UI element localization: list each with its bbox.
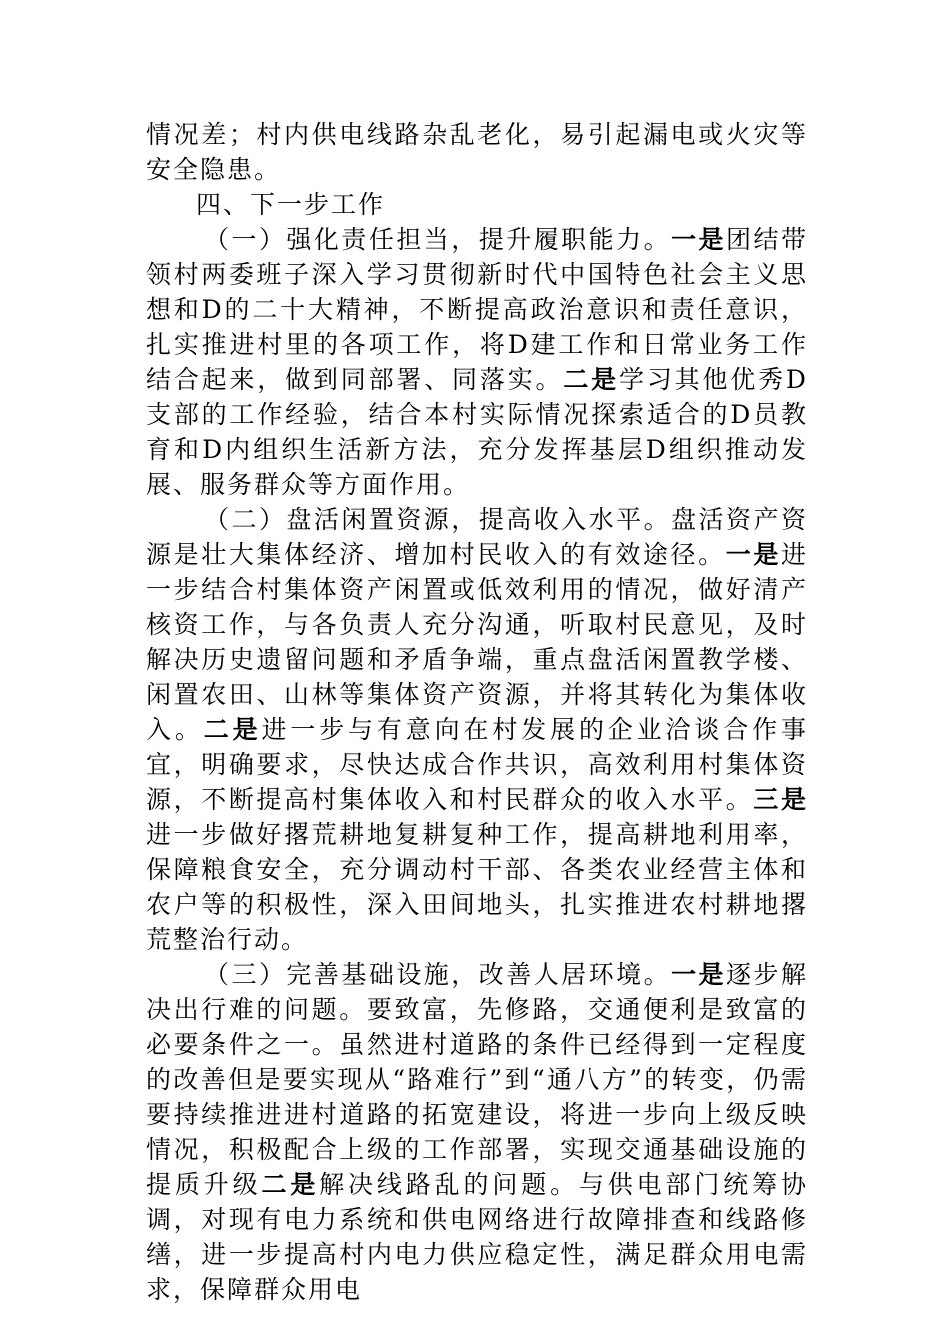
item-text: 解决线路乱的问题。与供电部门统筹协调，对现有电力系统和供电网络进行故障排查和线路修缮，进一步提高村内电力供应稳定性，满足群众用电需求，保障群众用电 [146, 1170, 808, 1304]
item-marker: 一是 [671, 225, 727, 254]
item-paragraph-3 [146, 957, 808, 1307]
section-heading-text: 四、下一步工作 [196, 190, 386, 219]
item-marker: 二是 [261, 1170, 320, 1199]
item-paragraph-1 [146, 222, 808, 502]
item-title: （二）盘活闲置资源，提高收入水平。 [204, 505, 672, 534]
item-text: 进一步与有意向在村发展的企业洽谈合作事宜，明确要求，尽快达成合作共识，高效利用村集体资源，不断提高村集体收入和村民群众的收入水平。 [146, 715, 808, 814]
item-marker: 一是 [725, 540, 781, 569]
item-title: （一）强化责任担当，提升履职能力。 [204, 225, 672, 254]
item-text: 逐步解决出行难的问题。要致富，先修路，交通便利是致富的必要条件之一。虽然进村道路的条件已经得到一定程度的改善但是要实现从“路难行”到“通八方”的转变，仍需要持续推进进村道路的拓宽建设，将进一步向上级反映情况，积极配合上级的工作部署，实现交通基础设施的提质升级 [146, 960, 808, 1199]
section-heading [146, 187, 808, 222]
document-page [146, 117, 808, 1307]
continuation-paragraph [146, 117, 808, 187]
item-marker: 二是 [563, 365, 619, 394]
item-title: （三）完善基础设施，改善人居环境。 [204, 960, 672, 989]
item-text: 团结带领村两委班子深入学习贯彻新时代中国特色社会主义思想和D的二十大精神，不断提高政治意识和责任意识，扎实推进村里的各项工作，将D建工作和日常业务工作结合起来，做到同部署、同落实。 [146, 225, 808, 394]
item-text: 进一步结合村集体资产闲置或低效利用的情况，做好清产核资工作，与各负责人充分沟通，听取村民意见，及时解决历史遗留问题和矛盾争端，重点盘活闲置教学楼、闲置农田、山林等集体资产资源，并将其转化为集体收入。 [146, 540, 808, 744]
item-paragraph-2 [146, 502, 808, 957]
item-marker: 一是 [671, 960, 727, 989]
item-marker: 三是 [753, 785, 808, 814]
item-marker: 二是 [203, 715, 262, 744]
item-intro: 盘活资产资源是壮大集体经济、增加村民收入的有效途径。 [146, 505, 808, 569]
item-text: 进一步做好撂荒耕地复耕复种工作，提高耕地利用率，保障粮食安全，充分调动村干部、各类农业经营主体和农户等的积极性，深入田间地头，扎实推进农村耕地撂荒整治行动。 [146, 820, 808, 954]
paragraph-text: 情况差；村内供电线路杂乱老化，易引起漏电或火灾等安全隐患。 [146, 120, 808, 184]
item-text: 学习其他优秀D支部的工作经验，结合本村实际情况探索适合的D员教育和D内组织生活新方法，充分发挥基层D组织推动发展、服务群众等方面作用。 [146, 365, 808, 499]
